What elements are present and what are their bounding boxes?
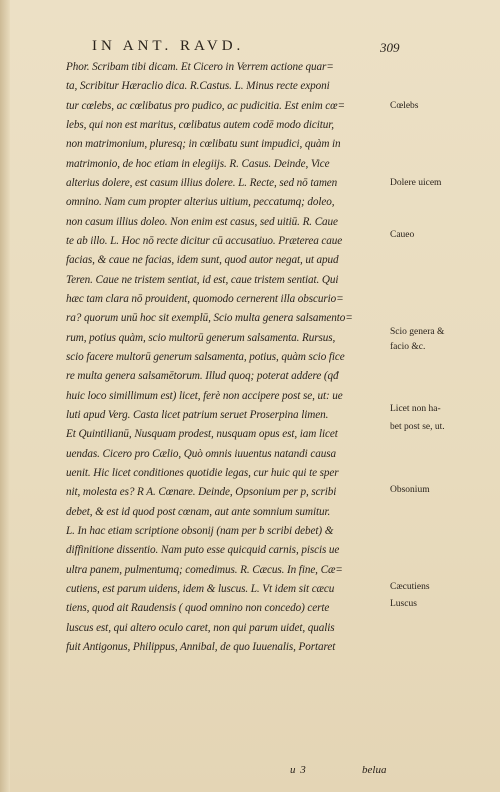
text-line: tiens, quod ait Raudensis ( quod omnino non concedo) certe [66, 602, 330, 615]
text-line: ultra panem, pulmentumq; comedimus. R. Cæcus. In fine, Cæ= [66, 563, 343, 576]
margin-note: Cœlebs [390, 100, 419, 111]
text-line: lebs, qui non est maritus, cœlibatus autem codē modo dicitur, [66, 118, 334, 131]
text-line: uenit. Hic licet conditiones quotidie legas, cur huic qui te sper [66, 466, 339, 479]
margin-note: Dolere uicem [390, 177, 442, 188]
text-line: huic loco simillimum est) licet, ferè non accipere post se, ut: ue [66, 389, 343, 402]
text-line: Phor. Scribam tibi dicam. Et Cicero in Verrem actione quar= [66, 61, 334, 73]
text-line: matrimonio, de hoc etiam in elegiijs. R. Casus. Deinde, Vice [66, 157, 330, 170]
margin-note: Obsonium [390, 485, 430, 496]
margin-note: Caueo [390, 230, 415, 241]
text-line: Et Quintilianū, Nusquam prodest, nusquam opus est, iam licet [66, 428, 338, 441]
catchword: belua [362, 764, 387, 776]
text-line: facias, & caue ne facias, idem sunt, quod autor negat, ut apud [66, 254, 339, 267]
text-line: diffinitione dissentio. Nam puto esse quicquid carnis, piscis ue [66, 544, 340, 557]
text-line: ra? quorum unū hoc sit exemplū, Scio multa genera salsamento= [66, 312, 353, 325]
text-line: non matrimonium, pluresq; in cœlibatu sunt impudici, quàm in [66, 138, 341, 151]
text-line: debet, & est id quod post cœnam, aut ante somnium sumitur. [66, 505, 331, 518]
text-line: tur cœlebs, ac cœlibatus pro pudico, ac pudicitia. Est enim cœ= [66, 99, 345, 112]
page-number: 309 [380, 40, 400, 55]
text-line: luscus est, qui altero oculo caret, non qui parum uidet, qualis [66, 621, 335, 634]
text-line: scio facere multorū generum salsamenta, potius, quàm scio fice [66, 350, 345, 363]
page-gutter-shadow [0, 0, 10, 792]
text-line: alterius dolere, est casum illius dolere. L. Recte, sed nō tamen [66, 176, 338, 189]
text-line: fuit Antigonus, Philippus, Annibal, de quo Iuuenalis, Portaret [66, 640, 336, 653]
margin-note: Licet non ha- [390, 404, 441, 415]
text-line: nit, molesta es? R A. Cœnare. Deinde, Opsonium per p, scribi [66, 486, 337, 499]
margin-note: facio &c. [390, 342, 426, 353]
main-text-block [66, 58, 396, 657]
text-line: luti apud Verg. Casta licet patrium seruet Proserpina limen. [66, 408, 329, 421]
running-head: IN ANT. RAVD. [92, 38, 245, 54]
text-line: cutiens, est parum uidens, idem & luscus. L. Vt idem sit cæcu [66, 582, 335, 595]
signature-mark: u 3 [290, 764, 307, 776]
text-line: L. In hac etiam scriptione obsonij (nam per b scribi debet) & [66, 524, 334, 537]
text-line: non casum illius doleo. Non enim est casus, sed uitiū. R. Caue [66, 215, 338, 228]
text-line: te ab illo. L. Hoc nō recte dicitur cū accusatiuo. Præterea caue [66, 234, 343, 247]
text-line: hæc tam clara nō prouident, quomodo cernerent illa obscurio= [66, 292, 344, 305]
text-line: omnino. Nam cum propter alterius uitium, peccatumq; doleo, [66, 196, 335, 209]
text-line: Teren. Caue ne tristem sentiat, id est, caue tristem sentiat. Qui [66, 273, 339, 286]
margin-note: bet post se, ut. [390, 421, 445, 432]
margin-note: Luscus [390, 599, 417, 610]
margin-note: Scio genera & [390, 326, 445, 337]
text-line: uendas. Cicero pro Cælio, Quò omnis iuuentus natandi causa [66, 447, 336, 460]
text-line: rum, potius quàm, scio multorū generum salsamenta. Rursus, [66, 331, 336, 344]
text-line: ta, Scribitur Hæraclio dica. R.Castus. L. Minus recte exponi [66, 80, 330, 93]
margin-note: Cæcutiens [390, 581, 430, 592]
text-line: re multa genera salsamētorum. Illud quoq; poterat addere (qđ [66, 370, 339, 383]
